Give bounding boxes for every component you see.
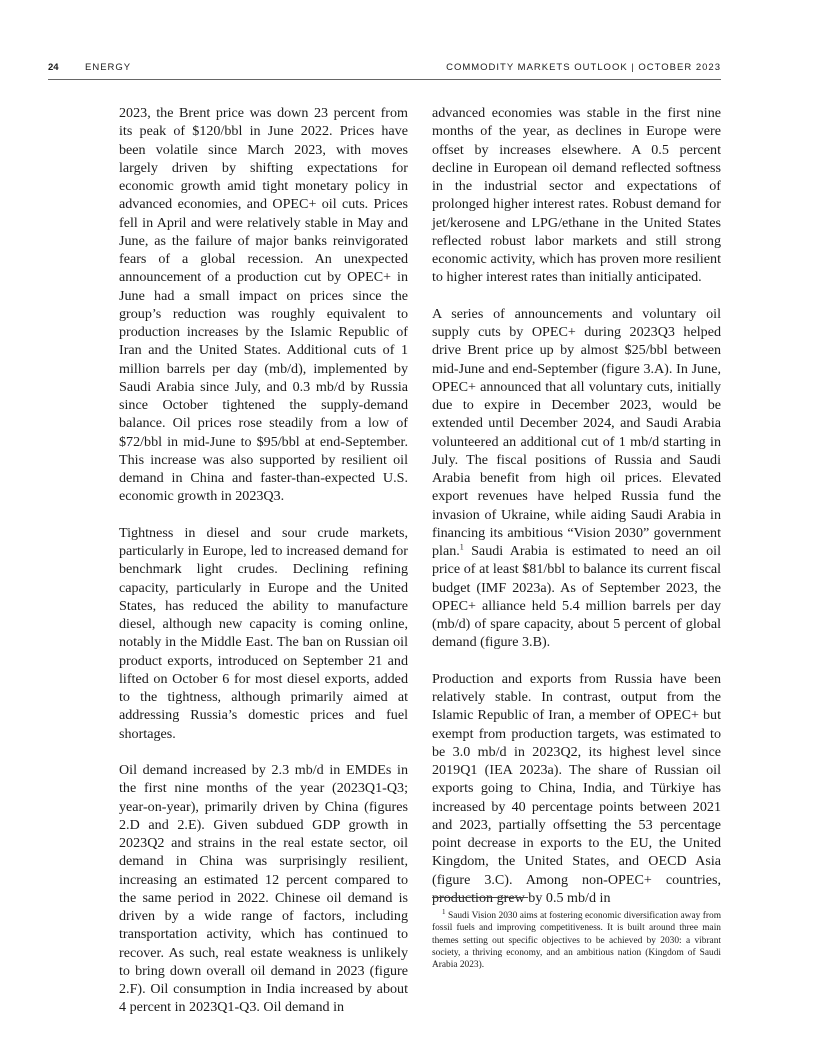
running-title: COMMODITY MARKETS OUTLOOK | OCTOBER 2023 xyxy=(446,62,721,73)
right-paragraph-2-part-1: A series of announcements and voluntary oil supply cuts by OPEC+ during 2023Q3 helped drive Brent price up by almost $25/bbl between mid-June and end-September (figure 3.A). In June, OPEC+ announced that all voluntary cuts, initially due to expire in December 2023, would be extended until December 2024, and Saudi Arabia volunteered an additional cut of 1 mb/d starting in July. The fiscal positions of Russia and Saudi Arabia benefit from high oil prices. Elevated export revenues have helped Russia fund the invasion of Ukraine, while aiding Saudi Arabia in financing its ambitious “Vision 2030” government plan. xyxy=(432,305,721,559)
right-paragraph-1: advanced economies was stable in the first nine months of the year, as declines in Europe were offset by increases elsewhere. A 0.5 percent decline in European oil demand reflected softness in the industrial sector and expectations of prolonged higher interest rates. Robust demand for jet/kerosene and LPG/ethane in the United States reflected robust labor markets and still strong economic activity, which has proven more resilient to higher interest rates than initially anticipated. xyxy=(432,105,721,286)
footnote: 1 Saudi Vision 2030 aims at fostering economic diversification away from fossil fuels and improving competitiveness. It is built around three main themes setting out specific objectives to be achieved by 2030: a vibrant society, a thriving economy, and an ambitious nation (Kingdom of Saudi Arabia 2023). xyxy=(432,907,721,971)
left-paragraph-1: 2023, the Brent price was down 23 percent from its peak of $120/bbl in June 2022. Prices have been volatile since March 2023, with moves largely driven by shifting expectations for economic growth amid tight monetary policy in advanced economies, and OPEC+ oil cuts. Prices fell in April and were relatively stable in May and June, as the failure of major banks reinvigorated fears of a global recession. An unexpected announcement of a production cut by OPEC+ in June had a small impact on prices since the group’s reduction was roughly equivalent to production increases by the Islamic Republic of Iran and the United States. Additional cuts of 1 million barrels per day (mb/d), implemented by Saudi Arabia since July, and 0.3 mb/d by Russia since October tightened the supply-demand balance. Oil prices rose steadily from a low of $72/bbl in mid-June to $95/bbl at end-September. This increase was also supported by resilient oil demand in China and faster-than-expected U.S. economic growth in 2023Q3. xyxy=(119,105,408,505)
footnote-reference[interactable]: 1 xyxy=(459,542,464,552)
left-column xyxy=(119,104,408,1017)
right-paragraph-2 xyxy=(432,305,721,652)
left-paragraph-3: Oil demand increased by 2.3 mb/d in EMDEs in the first nine months of the year (2023Q1-Q3; year-on-year), primarily driven by China (figures 2.D and 2.E). Given subdued GDP growth in 2023Q2 and strains in the real estate sector, oil demand in China was surprisingly resilient, increasing an estimated 12 percent compared to the same period in 2022. Chinese oil demand is driven by a wide range of factors, including transportation activity, which has continued to recover. As such, real estate weakness is unlikely to bring down overall oil demand in 2023 (figure 2.F). Oil consumption in India increased by about 4 percent in 2023Q1-Q3. Oil demand in xyxy=(119,762,408,1016)
section-name: ENERGY xyxy=(85,62,132,73)
footnote-text: Saudi Vision 2030 aims at fostering economic diversification away from fossil fuels and improving competitiveness. It is built around three main themes setting out specific objectives to be achieved by 2030: a vibrant society, a thriving economy, and an ambitious nation (Kingdom of Saudi Arabia 2023). xyxy=(432,911,721,971)
right-paragraph-2-part-2: Saudi Arabia is estimated to need an oil price of at least $81/bbl to balance its current fiscal budget (IMF 2023a). As of September 2023, the OPEC+ alliance held 5.4 million barrels per day (mb/d) of spare capacity, about 5 percent of global demand (figure 3.B). xyxy=(432,543,721,651)
footnote-divider xyxy=(432,897,528,898)
page-number: 24 xyxy=(48,62,59,73)
page-header xyxy=(48,61,721,80)
left-paragraph-2: Tightness in diesel and sour crude markets, particularly in Europe, led to increased demand for benchmark light crudes. Declining refining capacity, particularly in Europe and the United States, has reduced the ability to manufacture diesel, although new capacity is coming online, notably in the Middle East. The ban on Russian oil product exports, introduced on September 21 and lifted on October 6 for most diesel exports, added to the tightness, although primarily aimed at addressing Russia’s domestic prices and fuel shortages. xyxy=(119,524,408,742)
right-paragraph-3: Production and exports from Russia have been relatively stable. In contrast, output from the Islamic Republic of Iran, a member of OPEC+ but exempt from production targets, was estimated to be 3.0 mb/d in 2023Q2, its highest level since 2019Q1 (IEA 2023a). The share of Russian oil exports going to China, India, and Türkiye has increased by 40 percentage points between 2021 and 2023, partially offsetting the 53 percentage point decrease in exports to the EU, the United Kingdom, the United States, and OECD Asia (figure 3.C). Among non-OPEC+ countries, production grew by 0.5 mb/d in xyxy=(432,670,721,906)
right-column xyxy=(432,104,721,907)
